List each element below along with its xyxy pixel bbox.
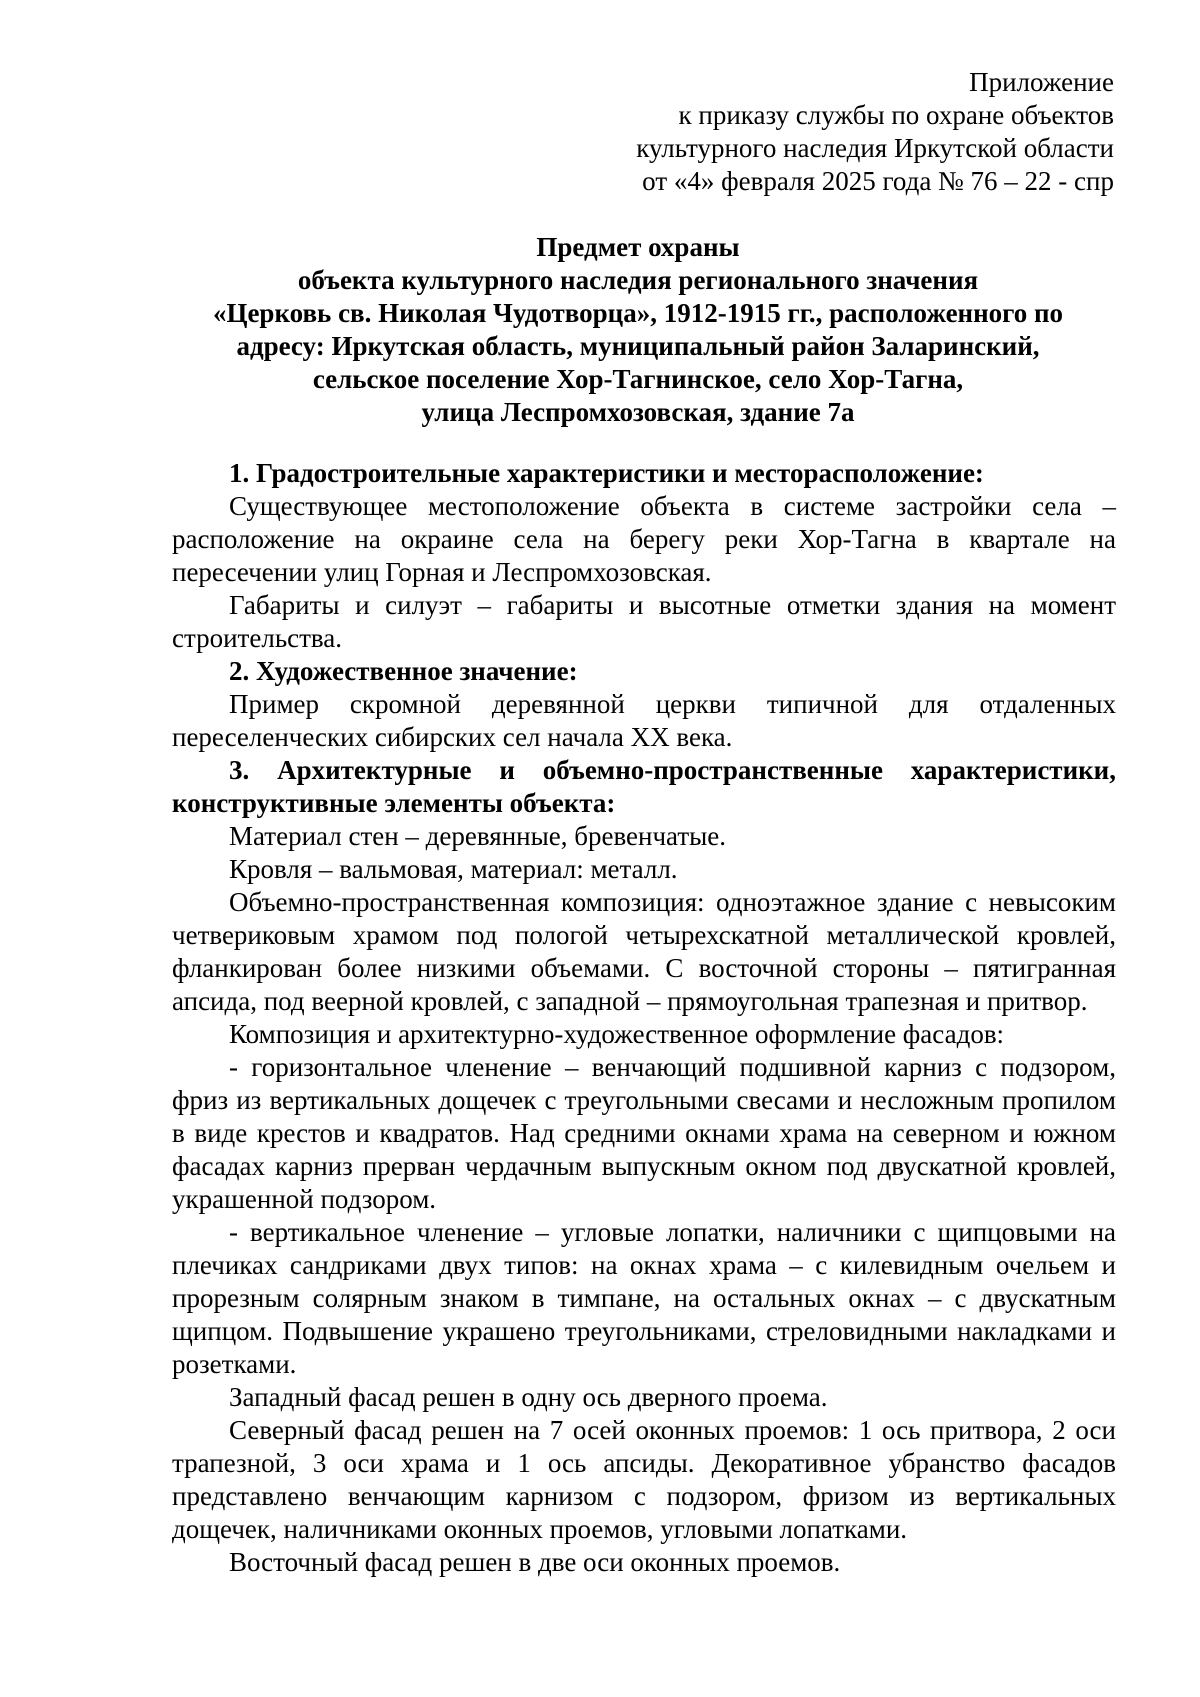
paragraph: Материал стен – деревянные, бревенчатые. bbox=[229, 821, 727, 851]
title-line: объекта культурного наследия регионального значения bbox=[297, 265, 979, 295]
section-heading: 2. Художественное значение: bbox=[229, 656, 578, 686]
document-title bbox=[160, 231, 1116, 429]
paragraph: Кровля – вальмовая, материал: металл. bbox=[229, 854, 678, 884]
title-line: сельское поселение Хор-Тагнинское, село Хор-Тагна, bbox=[312, 364, 964, 394]
paragraph: Существующее местоположение объекта в системе застройки села – расположение на окраине села на берегу реки Хор-Тагна в квартале на пересечении улиц Горная и Леспромхозовская. bbox=[172, 491, 1116, 587]
title-line: «Церковь св. Николая Чудотворца», 1912-1915 гг., расположенного по bbox=[212, 298, 1064, 328]
appendix-block bbox=[514, 66, 1114, 198]
paragraph: Пример скромной деревянной церкви типичной для отдаленных переселенческих сибирских сел начала XX века. bbox=[172, 689, 1116, 752]
paragraph: Габариты и силуэт – габариты и высотные отметки здания на момент строительства. bbox=[172, 590, 1116, 653]
paragraph: Композиция и архитектурно-художественное оформление фасадов: bbox=[229, 1019, 1005, 1049]
title-line: улица Леспромхозовская, здание 7а bbox=[421, 397, 855, 427]
paragraph: Объемно-пространственная композиция: одноэтажное здание с невысоким четвериковым храмом под пологой четырехскатной металлической кровлей, фланкирован более низкими объемами. С восточной стороны – пятигранная апсида, под веерной кровлей, с западной – прямоугольная трапезная и притвор. bbox=[172, 887, 1116, 1016]
section-heading: 1. Градостроительные характеристики и месторасположение: bbox=[229, 458, 984, 488]
title-line: Предмет охраны bbox=[536, 232, 740, 262]
title-line: адресу: Иркутская область, муниципальный район Заларинский, bbox=[236, 331, 1040, 361]
appendix-line: культурного наследия Иркутской области bbox=[636, 133, 1114, 163]
paragraph: Восточный фасад решен в две оси оконных проемов. bbox=[229, 1547, 841, 1577]
paragraph: Западный фасад решен в одну ось дверного проема. bbox=[229, 1382, 828, 1412]
appendix-line: к приказу службы по охране объектов bbox=[678, 100, 1114, 130]
appendix-line: от «4» февраля 2025 года № 76 – 22 - спр bbox=[642, 166, 1114, 196]
document-body bbox=[172, 457, 1116, 1579]
paragraph: Северный фасад решен на 7 осей оконных проемов: 1 ось притвора, 2 оси трапезной, 3 оси храма и 1 ось апсиды. Декоративное убранство фасадов представлено венчающим карнизом с подзором, фризом из вертикальных дощечек, наличниками оконных проемов, угловыми лопатками. bbox=[172, 1415, 1116, 1544]
paragraph: - горизонтальное членение – венчающий подшивной карниз с подзором, фриз из вертикальных дощечек с треугольными свесами и несложным пропилом в виде крестов и квадратов. Над средними окнами храма на северном и южном фасадах карниз прерван чердачным выпускным окном под двускатной кровлей, украшенной подзором. bbox=[172, 1052, 1116, 1214]
section-heading: 3. Архитектурные и объемно-пространственные характеристики, конструктивные элементы объекта: bbox=[172, 755, 1116, 818]
paragraph: - вертикальное членение – угловые лопатки, наличники с щипцовыми на плечиках сандриками двух типов: на окнах храма – с килевидным очельем и прорезным солярным знаком в тимпане, на остальных окнах – с двускатным щипцом. Подвышение украшено треугольниками, стреловидными накладками и розетками. bbox=[172, 1217, 1116, 1379]
appendix-line: Приложение bbox=[969, 67, 1114, 97]
